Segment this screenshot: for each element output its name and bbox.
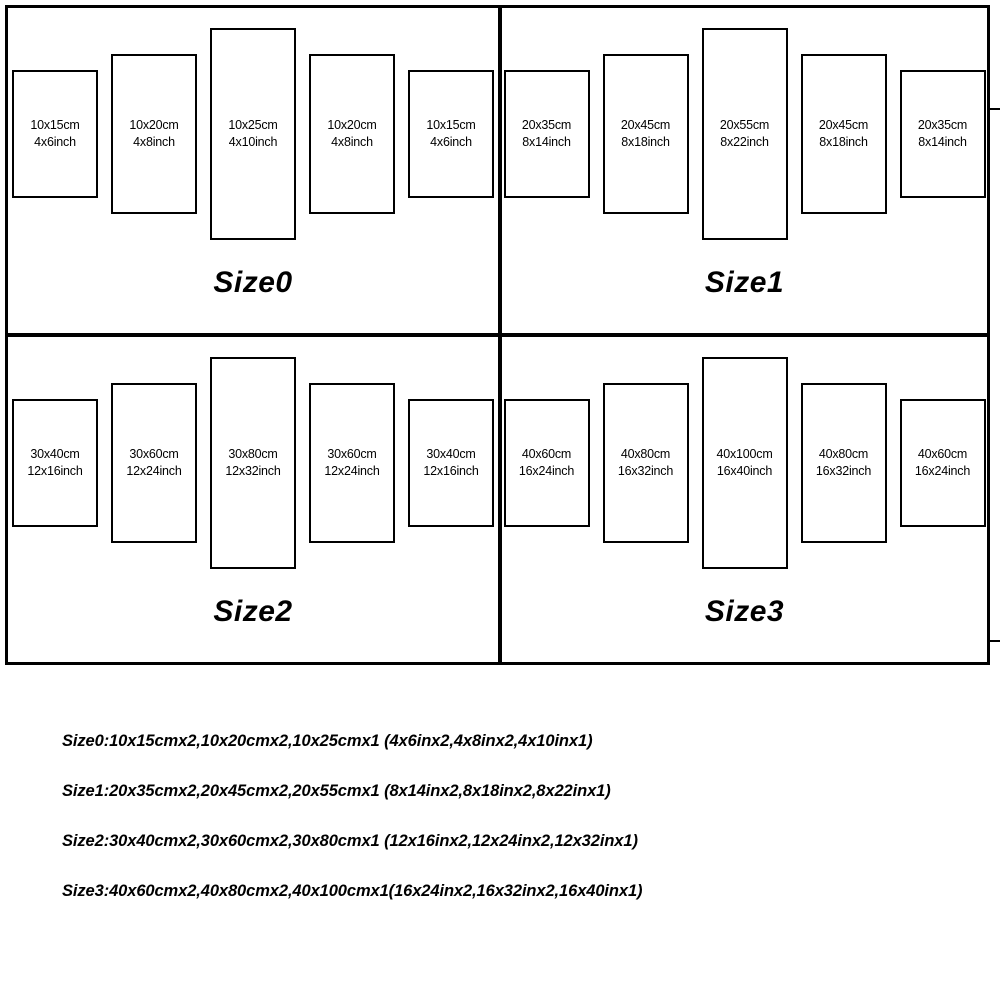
- legend: [0, 716, 1000, 916]
- canvas-frame: [702, 357, 788, 569]
- canvas-frame: [801, 383, 887, 543]
- size-panel-size1: [500, 5, 990, 335]
- canvas-frame: [408, 399, 494, 527]
- frame-row: [8, 337, 498, 589]
- frame-size-cm: 30x40cm: [426, 447, 476, 462]
- frame-size-cm: 30x40cm: [30, 447, 80, 462]
- canvas-frame: [504, 70, 590, 198]
- frame-size-inch: 12x24inch: [324, 464, 380, 478]
- frame-size-cm: 30x80cm: [228, 447, 278, 462]
- frame-size-inch: 8x14inch: [918, 135, 967, 149]
- canvas-frame: [603, 54, 689, 214]
- frame-size-inch: 8x14inch: [522, 135, 571, 149]
- frame-size-inch: 12x16inch: [423, 464, 479, 478]
- frame-size-inch: 12x16inch: [27, 464, 83, 478]
- canvas-frame: [309, 383, 395, 543]
- canvas-frame: [210, 28, 296, 240]
- canvas-frame: [111, 54, 197, 214]
- frame-size-cm: 20x45cm: [818, 118, 869, 133]
- canvas-frame: [603, 383, 689, 543]
- frame-size-inch: 16x24inch: [914, 464, 971, 478]
- size-panel-size3: [500, 335, 990, 665]
- legend-line-size3: Size3:40x60cmx2,40x80cmx2,40x100cmx1(16x24inx2,16x32inx2,16x40inx1): [62, 882, 643, 900]
- frame-row: [502, 337, 987, 589]
- canvas-frame: [309, 54, 395, 214]
- frame-size-inch: 4x8inch: [133, 135, 175, 149]
- frame-row: [8, 8, 498, 260]
- legend-line-size2: Size2:30x40cmx2,30x60cmx2,30x80cmx1 (12x16inx2,12x24inx2,12x32inx1): [62, 832, 638, 850]
- canvas-frame: [801, 54, 887, 214]
- frame-size-inch: 16x32inch: [815, 464, 872, 478]
- edge-tick-mark: [990, 640, 1000, 642]
- frame-size-cm: 10x15cm: [30, 118, 80, 133]
- frame-size-cm: 30x60cm: [129, 447, 179, 462]
- frame-size-inch: 4x10inch: [228, 135, 278, 149]
- frame-size-inch: 16x32inch: [617, 464, 674, 478]
- frame-size-cm: 20x45cm: [620, 118, 671, 133]
- canvas-frame: [408, 70, 494, 198]
- canvas-frame: [702, 28, 788, 240]
- frame-size-inch: 4x8inch: [331, 135, 373, 149]
- edge-tick-mark: [990, 108, 1000, 110]
- canvas-frame: [210, 357, 296, 569]
- frame-size-cm: 10x25cm: [228, 118, 278, 133]
- frame-size-inch: 4x6inch: [34, 135, 76, 149]
- canvas-frame: [504, 399, 590, 527]
- panel-grid: [5, 5, 990, 665]
- legend-line-size0: Size0:10x15cmx2,10x20cmx2,10x25cmx1 (4x6inx2,4x8inx2,4x10inx1): [62, 732, 593, 750]
- canvas-frame: [12, 399, 98, 527]
- frame-size-cm: 40x80cm: [620, 447, 671, 462]
- frame-size-inch: 12x32inch: [225, 464, 281, 478]
- frame-size-cm: 10x20cm: [129, 118, 179, 133]
- canvas-frame: [12, 70, 98, 198]
- panel-title: Size0: [213, 266, 293, 299]
- frame-size-cm: 30x60cm: [327, 447, 377, 462]
- frame-size-cm: 40x100cm: [716, 447, 773, 462]
- frame-size-cm: 20x35cm: [521, 118, 572, 133]
- canvas-frame: [900, 399, 986, 527]
- frame-size-inch: 4x6inch: [430, 135, 472, 149]
- frame-size-cm: 20x35cm: [917, 118, 968, 133]
- frame-size-inch: 12x24inch: [126, 464, 182, 478]
- frame-size-inch: 8x18inch: [621, 135, 670, 149]
- frame-size-cm: 10x15cm: [426, 118, 476, 133]
- frame-size-cm: 40x60cm: [521, 447, 572, 462]
- canvas-frame: [111, 383, 197, 543]
- size-panel-size2: [5, 335, 500, 665]
- frame-size-cm: 10x20cm: [327, 118, 377, 133]
- panel-title: Size3: [704, 595, 785, 628]
- frame-size-cm: 40x60cm: [917, 447, 968, 462]
- frame-row: [502, 8, 987, 260]
- frame-size-inch: 16x24inch: [518, 464, 575, 478]
- size-panel-size0: [5, 5, 500, 335]
- canvas-frame: [900, 70, 986, 198]
- frame-size-inch: 8x22inch: [720, 135, 769, 149]
- legend-line-size1: Size1:20x35cmx2,20x45cmx2,20x55cmx1 (8x14inx2,8x18inx2,8x22inx1): [62, 782, 611, 800]
- panel-title: Size2: [213, 595, 293, 628]
- frame-size-inch: 16x40inch: [716, 464, 773, 478]
- frame-size-cm: 40x80cm: [818, 447, 869, 462]
- panel-title: Size1: [704, 266, 785, 299]
- frame-size-inch: 8x18inch: [819, 135, 868, 149]
- frame-size-cm: 20x55cm: [719, 118, 770, 133]
